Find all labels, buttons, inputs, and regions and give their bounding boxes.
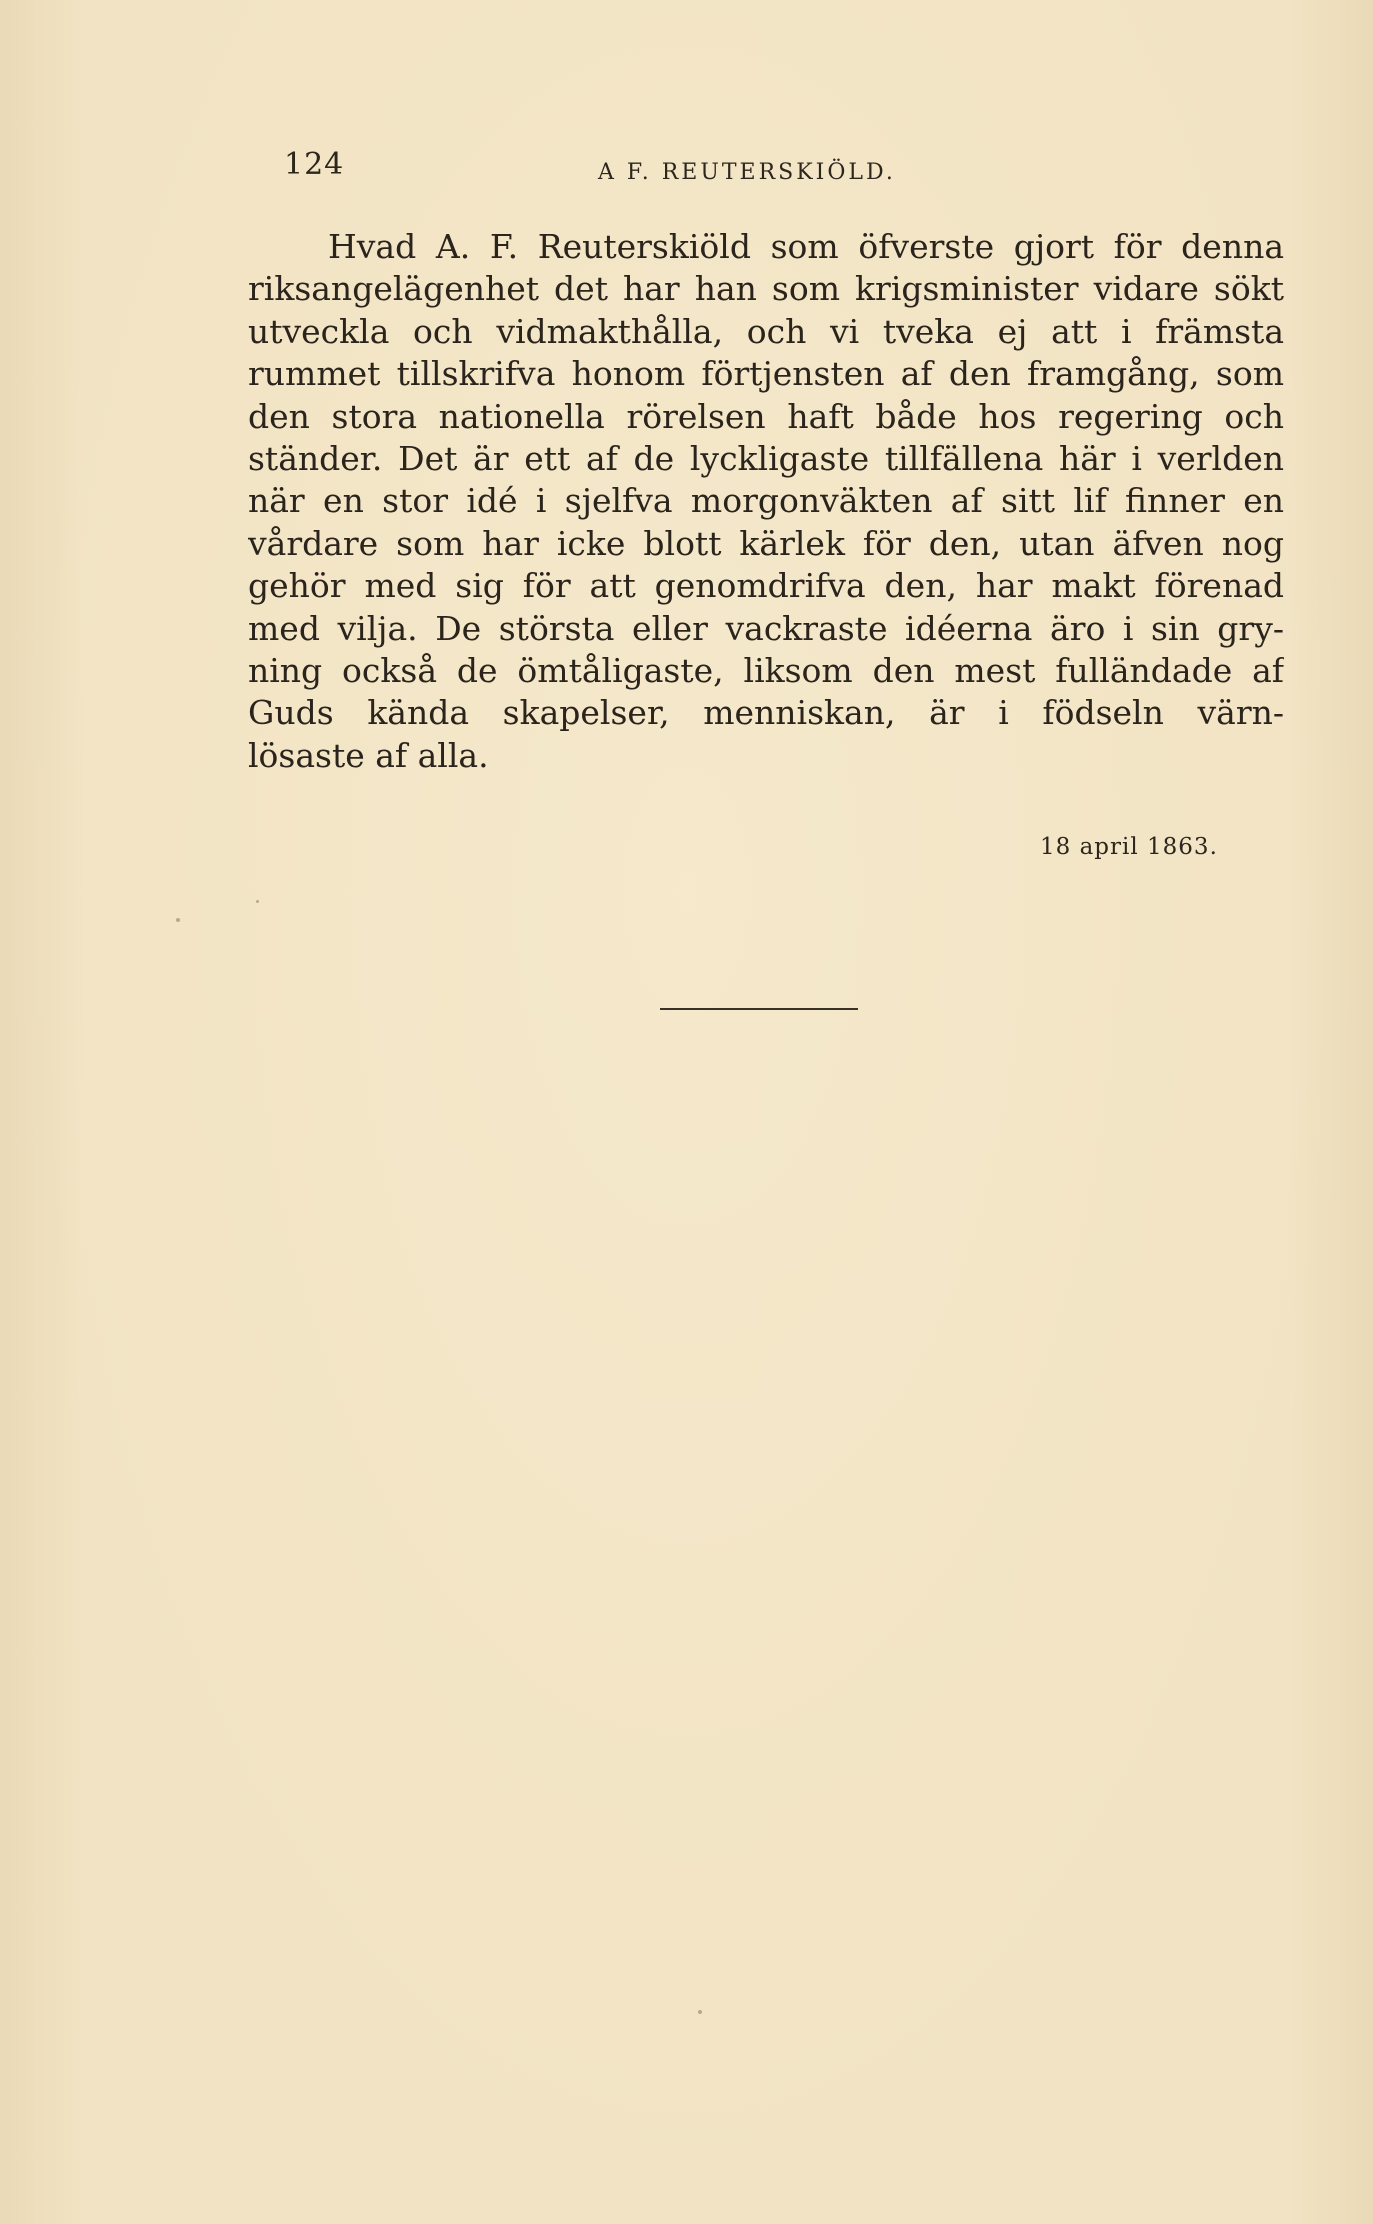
text-line: lösaste af alla. xyxy=(248,735,489,775)
text-line: när en stor idé i sjelfva morgonväkten af sitt lif finner en xyxy=(248,481,1284,521)
text-line: utveckla och vidmakthålla, och vi tveka ej att i främsta xyxy=(248,311,1284,351)
end-rule xyxy=(660,1008,858,1010)
text-line: rummet tillskrifva honom förtjensten af den framgång, som xyxy=(248,354,1284,394)
paper-speck xyxy=(698,2010,702,2014)
text-line: ning också de ömtåligaste, liksom den mest fulländade af xyxy=(248,650,1284,690)
paragraph xyxy=(248,226,1284,777)
paper-speck xyxy=(256,900,259,903)
text-line: riksangelägenhet det har han som krigsminister vidare sökt xyxy=(248,269,1284,309)
text-line: med vilja. De största eller vackraste idéerna äro i sin gry- xyxy=(248,608,1284,648)
text-line: den stora nationella rörelsen haft både hos regering och xyxy=(248,396,1284,436)
text-line: Guds kända skapelser, menniskan, är i födseln värn- xyxy=(248,693,1284,733)
running-head: A F. REUTERSKIÖLD. xyxy=(598,160,896,185)
text-line: vårdare som har icke blott kärlek för den, utan äfven nog xyxy=(248,523,1284,563)
paper-speck xyxy=(176,918,180,922)
text-line: gehör med sig för att genomdrifva den, har makt förenad xyxy=(248,566,1284,606)
date-line: 18 april 1863. xyxy=(1040,834,1218,860)
text-line: Hvad A. F. Reuterskiöld som öfverste gjort för denna xyxy=(328,227,1284,266)
text-line: ständer. Det är ett af de lyckligaste tillfällena här i verlden xyxy=(248,438,1284,478)
page-number: 124 xyxy=(284,147,345,182)
